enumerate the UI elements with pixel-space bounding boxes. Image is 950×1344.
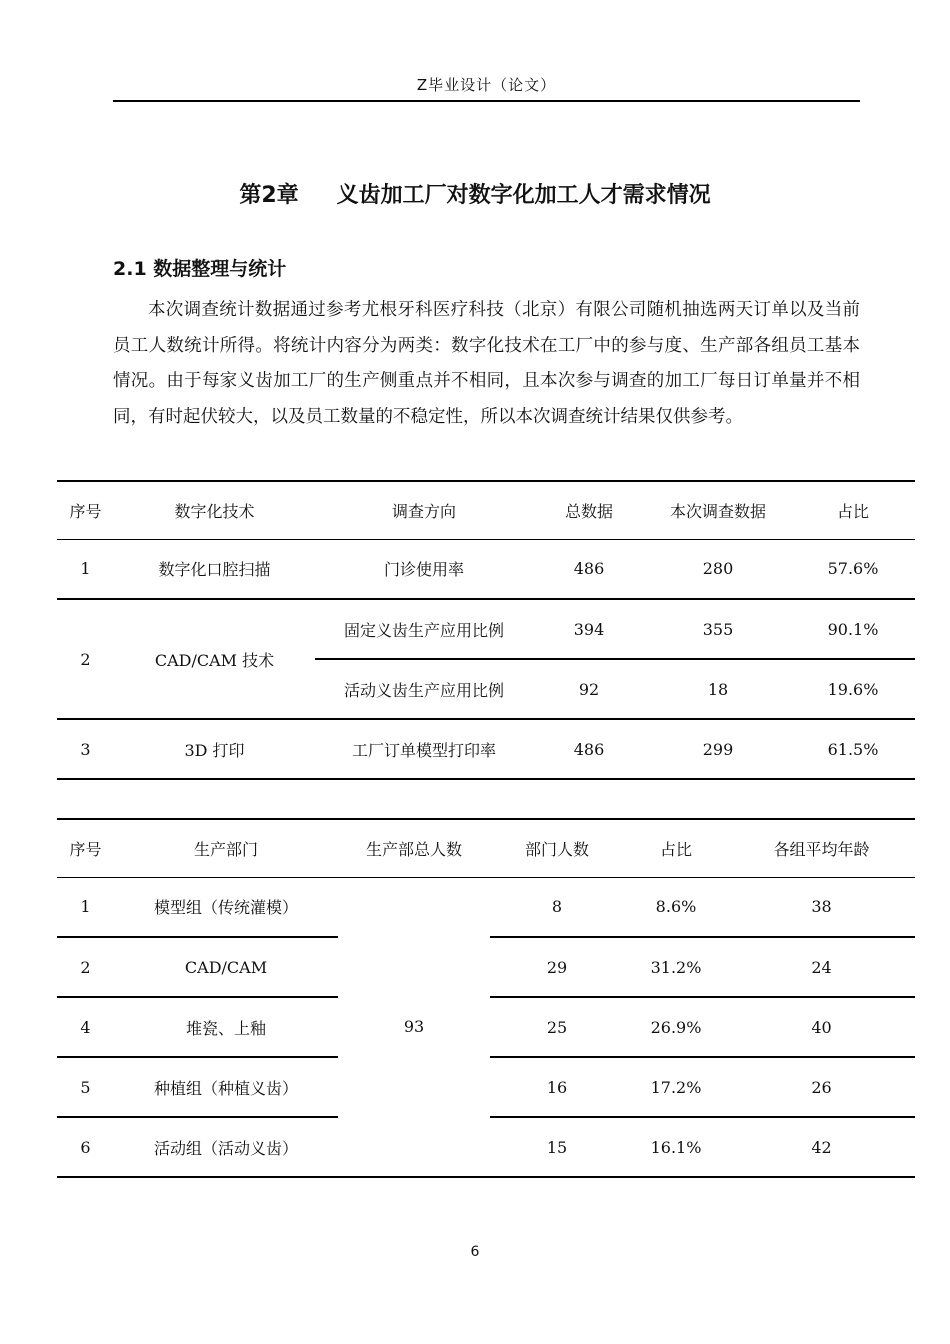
cell-ratio: 17.2% <box>624 1057 728 1117</box>
cell-direction: 活动义齿生产应用比例 <box>315 659 533 719</box>
cell-dept: 堆瓷、上釉 <box>114 997 338 1057</box>
cell-direction: 工厂订单模型打印率 <box>351 740 496 760</box>
cell-direction: 固定义齿生产应用比例 <box>315 599 533 659</box>
chapter-title-text: 义齿加工厂对数字化加工人才需求情况 <box>336 183 711 208</box>
table-row <box>57 877 915 937</box>
cell-total: 486 <box>573 739 605 759</box>
cell-survey: 355 <box>645 599 791 659</box>
col-header-tech: 数字化技术 <box>114 481 315 539</box>
cell-count: 8 <box>490 877 624 937</box>
cell-tech: 数字化口腔扫描 <box>114 539 315 599</box>
cell-dept: 活动组（活动义齿） <box>153 1138 298 1158</box>
table-row <box>57 539 915 599</box>
cell-count: 29 <box>490 937 624 997</box>
cell-ratio: 19.6% <box>791 659 915 719</box>
col-header-count: 部门人数 <box>490 819 624 877</box>
cell-total-staff: 93 <box>403 1017 425 1037</box>
table-row <box>57 599 915 659</box>
cell-ratio: 26.9% <box>624 997 728 1057</box>
cell-dept: 种植组（种植义齿） <box>114 1057 338 1117</box>
col-header-no: 序号 <box>57 481 114 539</box>
cell-ratio: 90.1% <box>791 599 915 659</box>
page-number: 6 <box>470 1244 480 1260</box>
col-header-dept: 生产部门 <box>114 819 338 877</box>
cell-no: 6 <box>80 1137 91 1157</box>
table-row <box>57 719 915 779</box>
running-header: Z毕业设计（论文） <box>416 76 557 94</box>
cell-ratio: 31.2% <box>624 937 728 997</box>
cell-survey: 18 <box>645 659 791 719</box>
table-header-row <box>57 819 915 877</box>
cell-count: 16 <box>490 1057 624 1117</box>
cell-total: 92 <box>533 659 645 719</box>
staff-table <box>57 818 915 1178</box>
cell-count: 15 <box>546 1137 568 1157</box>
cell-direction: 门诊使用率 <box>315 539 533 599</box>
cell-no: 5 <box>57 1057 114 1117</box>
cell-age: 26 <box>728 1057 915 1117</box>
col-header-total-staff: 生产部总人数 <box>338 819 490 877</box>
col-header-no: 序号 <box>57 819 114 877</box>
col-header-total: 总数据 <box>533 481 645 539</box>
cell-no: 1 <box>57 877 114 937</box>
cell-total: 394 <box>533 599 645 659</box>
chapter-number: 第2章 <box>239 183 299 208</box>
cell-survey: 280 <box>645 539 791 599</box>
section-heading: 2.1 数据整理与统计 <box>113 258 287 280</box>
cell-tech: CAD/CAM 技术 <box>114 599 315 719</box>
col-header-direction: 调查方向 <box>315 481 533 539</box>
cell-ratio: 61.5% <box>827 739 879 759</box>
cell-no: 4 <box>57 997 114 1057</box>
col-header-age: 各组平均年龄 <box>728 819 915 877</box>
cell-dept: CAD/CAM <box>114 937 338 997</box>
cell-ratio: 16.1% <box>650 1137 702 1157</box>
cell-dept: 模型组（传统灌模） <box>114 877 338 937</box>
col-header-ratio: 占比 <box>624 819 728 877</box>
cell-tech: 3D 打印 <box>184 740 245 760</box>
cell-no: 2 <box>57 937 114 997</box>
cell-age: 24 <box>728 937 915 997</box>
cell-age: 38 <box>728 877 915 937</box>
cell-no: 3 <box>80 739 91 759</box>
cell-survey: 299 <box>702 739 734 759</box>
cell-age: 42 <box>811 1137 832 1157</box>
cell-ratio: 57.6% <box>791 539 915 599</box>
header-rule <box>113 100 860 102</box>
digital-tech-table <box>57 480 915 780</box>
cell-age: 40 <box>728 997 915 1057</box>
cell-no: 2 <box>57 599 114 719</box>
cell-ratio: 8.6% <box>624 877 728 937</box>
table-header-row <box>57 481 915 539</box>
col-header-survey: 本次调查数据 <box>645 481 791 539</box>
chapter-title <box>0 178 950 209</box>
cell-total: 486 <box>533 539 645 599</box>
body-paragraph: 本次调查统计数据通过参考尤根牙科医疗科技（北京）有限公司随机抽选两天订单以及当前员工人数统计所得。将统计内容分为两类：数字化技术在工厂中的参与度、生产部各组员工基本情况。由于每家义齿加工厂的生产侧重点并不相同，且本次参与调查的加工厂每日订单量并不相同，有时起伏较大，以及员工数量的不稳定性，所以本次调查统计结果仅供参考。 <box>113 300 860 427</box>
col-header-ratio: 占比 <box>791 481 915 539</box>
cell-no: 1 <box>57 539 114 599</box>
cell-count: 25 <box>490 997 624 1057</box>
